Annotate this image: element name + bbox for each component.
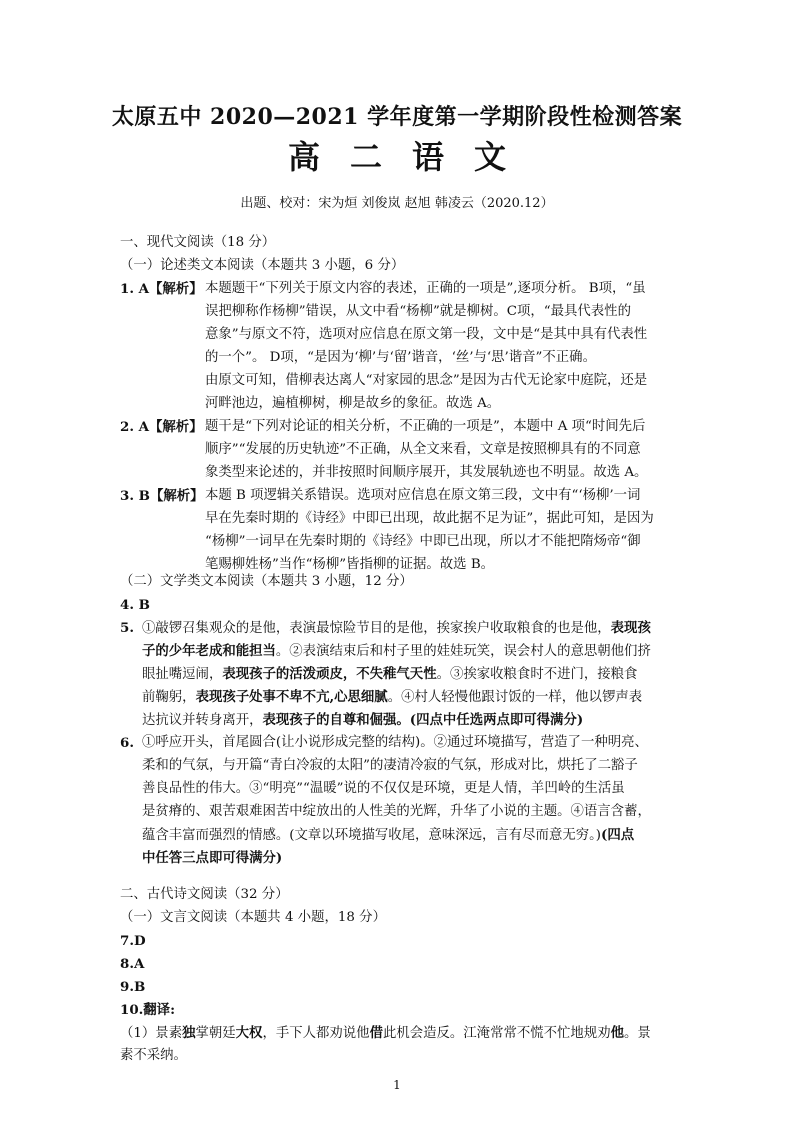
answer-line: 题干是“下列对论证的相关分析，不正确的一项是”，本题中 A 项“时间先后 — [205, 419, 646, 434]
page-number: 1 — [393, 1078, 401, 1092]
answer-line: 前鞠躬，表现孩子处事不卑不亢,心思细腻。④村人轻慢他跟讨饭的一样，他以锣声表 — [142, 689, 643, 705]
answer-line: 本题 B 项逻辑关系错误。选项对应信息在原文第三段，文中有“‘杨柳’一词 — [205, 488, 641, 503]
document-title: 太原五中 2020—2021 学年度第一学期阶段性检测答案 — [111, 104, 683, 130]
answer-line: 由原文可知，借柳表达离人“对家园的思念”是因为古代无论家中庭院，还是 — [205, 373, 648, 388]
question-4-answer: 4. B — [120, 597, 150, 613]
question-6-label: 6. — [120, 735, 134, 751]
translation-line: 素不采纳。 — [120, 1048, 187, 1063]
question-10-heading: 10.翻译: — [120, 1002, 176, 1018]
question-5-label: 5. — [120, 620, 134, 636]
section-heading: 一、现代文阅读（18 分） — [120, 235, 276, 250]
part-heading: （一）文言文阅读（本题共 4 小题，18 分） — [120, 910, 386, 925]
answer-line: 中任答三点即可得满分) — [142, 850, 283, 866]
answer-line: ①呼应开头，首尾圆合(让小说形成完整的结构)。②通过环境描写，营造了一种明亮、 — [142, 735, 648, 750]
question-3-label: 3. B【解析】 — [120, 488, 204, 504]
answer-line: 顺序”“发展的历史轨迹”不正确，从全文来看，文章是按照柳具有的不同意 — [205, 442, 641, 457]
section-heading: 二、古代诗文阅读（32 分） — [120, 887, 289, 902]
part-heading: （二）文学类文本阅读（本题共 3 小题，12 分） — [120, 574, 413, 589]
answer-line: 笔赐柳姓杨”当作“杨柳”皆指柳的证据。故选 B。 — [205, 557, 495, 572]
answer-line: 善良品性的伟大。③“明亮”“温暖”说的不仅仅是环境，更是人情，羊凹岭的生活虽 — [142, 781, 625, 796]
question-1-label: 1. A【解析】 — [120, 281, 203, 297]
answer-line: ①敲锣召集观众的是他，表演最惊险节目的是他，挨家挨户收取粮食的也是他，表现孩 — [142, 620, 651, 636]
answer-line: 眼扯嘴逗闹，表现孩子的活泼顽皮，不失稚气天性。③挨家收粮食时不进门，接粮食 — [142, 666, 638, 682]
answer-line: 是贫瘠的、艰苦艰难困苦中绽放出的人性美的光辉，升华了小说的主题。④语言含蓄， — [142, 804, 651, 819]
part-heading: （一）论述类文本阅读（本题共 3 小题，6 分） — [120, 258, 405, 273]
answer-line: 河畔池边，遍植柳树，柳是故乡的象征。故选 A。 — [205, 396, 501, 411]
answer-line: 蕴含丰富而强烈的情感。(文章以环境描写收尾，意味深远，言有尽而意无穷。)(四点 — [142, 827, 635, 843]
question-2-label: 2. A【解析】 — [120, 419, 203, 435]
answer-line: 象类型来论述的，并非按照时间顺序展开，其发展轨迹也不明显。故选 A。 — [205, 465, 648, 480]
answer-line: 早在先秦时期的《诗经》中即已出现，故此据不足为证”，据此可知，是因为 — [205, 511, 654, 526]
answer-line: 意象”与原文不符，选项对应信息在原文第一段，文中是“是其中具有代表性 — [205, 327, 648, 342]
answer-line: 柔和的气氛，与开篇“青白冷寂的太阳”的凄清冷寂的气氛，形成对比，烘托了二豁子 — [142, 758, 638, 773]
answer-line: 达抗议并转身离开，表现孩子的自尊和倔强。(四点中任选两点即可得满分) — [142, 712, 584, 728]
answer-line: 误把柳称作杨柳”错误，从文中看“杨柳”就是柳树。C项，“最具代表性的 — [205, 304, 631, 319]
translation-line: （1）景素独掌朝廷大权，手下人都劝说他借此机会造反。江淹常常不慌不忙地规劝他。景 — [120, 1025, 651, 1041]
question-7-answer: 7.D — [120, 933, 146, 949]
answer-line: 子的少年老成和能担当。②表演结束后和村子里的娃娃玩笑，误会村人的意思朝他们挤 — [142, 643, 651, 659]
answer-line: 本题题干“下列关于原文内容的表述，正确的一项是”,逐项分析。 B项，“虽 — [205, 281, 646, 296]
subject-title: 高二语文 — [287, 138, 536, 176]
answer-line: “杨柳”一词早在先秦时期的《诗经》中即已出现，所以才不能把隋炀帝“御 — [205, 534, 641, 549]
question-9-answer: 9.B — [120, 979, 146, 995]
question-8-answer: 8.A — [120, 956, 145, 972]
authors-line: 出题、校对：宋为烜 刘俊岚 赵旭 韩凌云（2020.12） — [240, 196, 554, 211]
answer-line: 的一个”。 D项，“是因为‘柳’与‘留’谐音，‘丝’与‘思’谐音”不正确。 — [205, 350, 596, 365]
